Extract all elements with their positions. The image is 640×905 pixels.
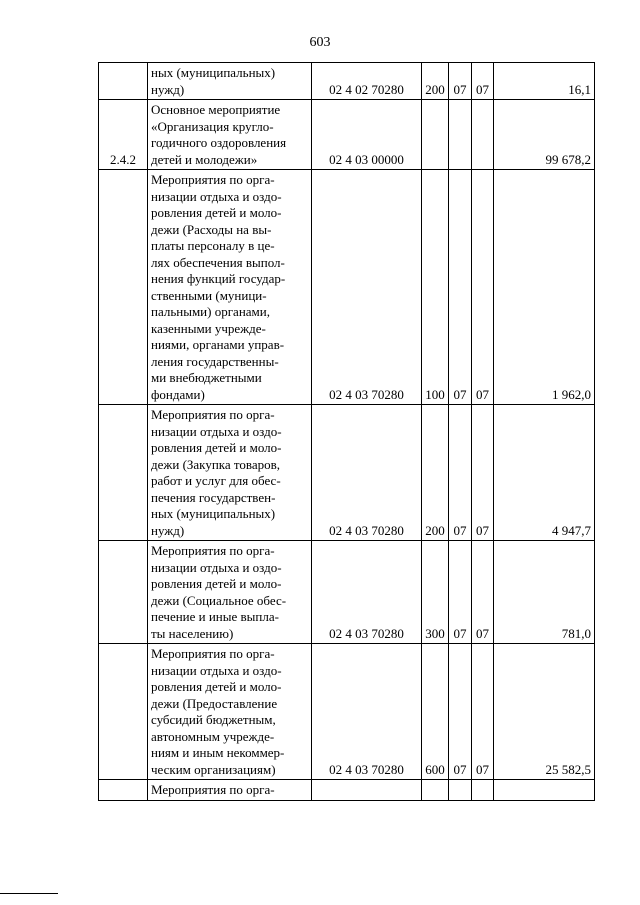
item-name-line: Мероприятия по орга- [151,646,275,661]
expense-type-cell: 600 [422,644,449,780]
footnote-rule [0,893,58,894]
item-name-line: низации отдыха и оздо- [151,188,282,204]
target-article-cell: 02 4 03 00000 [312,100,422,170]
page-number: 603 [309,35,331,50]
table-row [99,541,595,644]
target-article-cell: 02 4 03 70280 [312,405,422,541]
item-name-line: ческим организациям) [151,761,276,777]
table-row [99,170,595,405]
row-number-cell [99,644,148,780]
item-name-cell [148,405,312,541]
expense-type-cell [422,780,449,801]
item-name-line: Основное мероприятие [151,102,281,117]
item-name-line: Мероприятия по орга- [151,782,275,797]
item-name-cell [148,63,312,100]
item-name-line: ровления детей и моло- [151,679,282,694]
item-name-line: ниям и иным некоммер- [151,745,285,760]
row-number-cell [99,63,148,100]
amount-cell: 25 582,5 [494,644,595,780]
item-name-line: дежи (Социальное обес- [151,592,287,608]
subsection-cell: 07 [472,405,494,541]
section-cell: 07 [449,63,472,100]
row-number-cell [99,541,148,644]
expense-type-cell: 300 [422,541,449,644]
item-name-line: печения государствен- [151,489,276,505]
item-name-line: фондами) [151,386,205,402]
row-number-cell [99,780,148,801]
section-cell: 07 [449,644,472,780]
subsection-cell: 07 [472,644,494,780]
section-cell [449,780,472,801]
table-row [99,63,595,100]
item-name-line: ственными (муници- [151,287,267,303]
target-article-cell: 02 4 02 70280 [312,63,422,100]
item-name-line: ты населению) [151,625,234,641]
item-name-line: дежи (Закупка товаров, [151,456,281,472]
row-number-cell [99,405,148,541]
item-name-line: ных (муниципальных) [151,65,276,80]
amount-cell: 99 678,2 [494,100,595,170]
row-number-cell: 2.4.2 [99,100,148,170]
target-article-cell [312,780,422,801]
amount-cell: 16,1 [494,63,595,100]
item-name-line: печение и иные выпла- [151,609,279,624]
item-name-line: Мероприятия по орга- [151,407,275,422]
item-name-line: автономным учрежде- [151,728,275,744]
item-name-line: ных (муниципальных) [151,506,276,521]
subsection-cell: 07 [472,63,494,100]
item-name-line: ления государственны- [151,353,279,369]
item-name-cell [148,780,312,801]
item-name-line: казенными учрежде- [151,320,266,336]
target-article-cell: 02 4 03 70280 [312,541,422,644]
subsection-cell [472,780,494,801]
expense-type-cell: 200 [422,63,449,100]
item-name-line: низации отдыха и оздо- [151,559,282,575]
item-name-line: Мероприятия по орга- [151,172,275,187]
item-name-line: дежи (Предоставление [151,695,278,711]
item-name-cell [148,541,312,644]
item-name-line: «Организация кругло- [151,118,274,134]
expense-type-cell: 100 [422,170,449,405]
table-row [99,405,595,541]
amount-cell: 1 962,0 [494,170,595,405]
budget-table [98,62,595,801]
item-name-line: низации отдыха и оздо- [151,423,282,439]
item-name-line: дежи (Расходы на вы- [151,221,272,237]
section-cell: 07 [449,170,472,405]
item-name-line: платы персоналу в це- [151,238,275,253]
item-name-line: нужд) [151,522,185,538]
item-name-line: годичного оздоровления [151,135,287,150]
item-name-line: нужд) [151,81,185,97]
target-article-cell: 02 4 03 70280 [312,170,422,405]
item-name-line: ровления детей и моло- [151,205,282,220]
expense-type-cell: 200 [422,405,449,541]
item-name-line: работ и услуг для обес- [151,473,281,488]
subsection-cell [472,100,494,170]
item-name-cell [148,100,312,170]
table-row [99,644,595,780]
section-cell: 07 [449,541,472,644]
item-name-line: нения функций государ- [151,271,286,286]
table-body [99,63,595,801]
item-name-line: Мероприятия по орга- [151,543,275,558]
expense-type-cell [422,100,449,170]
item-name-line: ниями, органами управ- [151,337,285,352]
table-row [99,780,595,801]
amount-cell: 4 947,7 [494,405,595,541]
subsection-cell: 07 [472,170,494,405]
section-cell: 07 [449,405,472,541]
item-name-line: пальными) органами, [151,304,270,319]
amount-cell [494,780,595,801]
item-name-line: ровления детей и моло- [151,576,282,591]
item-name-line: ровления детей и моло- [151,440,282,455]
subsection-cell: 07 [472,541,494,644]
table-row [99,100,595,170]
item-name-line: ми внебюджетными [151,370,262,385]
target-article-cell: 02 4 03 70280 [312,644,422,780]
item-name-cell [148,170,312,405]
amount-cell: 781,0 [494,541,595,644]
row-number-cell [99,170,148,405]
item-name-line: детей и молодежи» [151,151,258,167]
item-name-line: субсидий бюджетным, [151,712,276,727]
section-cell [449,100,472,170]
item-name-cell [148,644,312,780]
item-name-line: низации отдыха и оздо- [151,662,282,678]
item-name-line: лях обеспечения выпол- [151,254,285,270]
